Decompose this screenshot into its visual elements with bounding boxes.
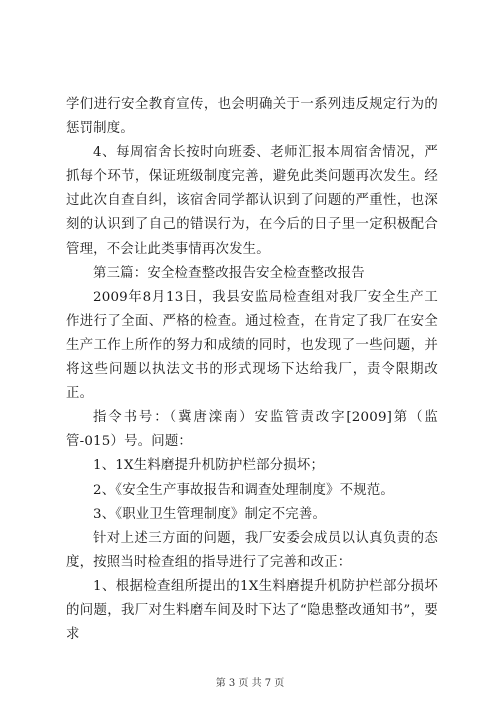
issue-item-2: 2、《安全生产事故报告和调查处理制度》不规范。 bbox=[93, 482, 395, 498]
paragraph-2: 4、每周宿舍长按时向班委、老师汇报本周宿舍情况，严抓每个环节，保证班级制度完善，避免此类问题再次发生。经过此次自查自纠，该宿舍同学都认识到了问题的严重性，也深刻的认识到了自己的错误行为，在今后的日子里一定积极配合管理，不会让此类事情再次发生。 bbox=[66, 145, 438, 257]
document-body bbox=[66, 93, 438, 647]
paragraph-1: 学们进行安全教育宣传，也会明确关于一系列违反规定行为的惩罚制度。 bbox=[66, 97, 438, 137]
issue-item-3: 3、《职业卫生管理制度》制定不完善。 bbox=[93, 506, 327, 522]
paragraph-3: 2009年8月13日，我县安监局检查组对我厂安全生产工作进行了全面、严格的检查。通过检查，在肯定了我厂在安全生产工作上所作的努力和成绩的同时，也发现了一些问题，并将这些问题以执法文书的形式现场下达给我厂，责令限期改正。 bbox=[66, 289, 438, 402]
section-heading: 第三篇：安全检查整改报告安全检查整改报告 bbox=[93, 265, 365, 281]
paragraph-6: 1、根据检查组所提出的1X生料磨提升机防护栏部分损坏的问题，我厂对生料磨车间及时下达了“隐患整改通知书”，要求 bbox=[66, 578, 438, 643]
page-footer: 第 3 页 共 7 页 bbox=[215, 678, 285, 689]
issue-item-1: 1、1X生料磨提升机防护栏部分损坏； bbox=[93, 458, 325, 474]
paragraph-5: 针对上述三方面的问题，我厂安委会成员以认真负责的态度，按照当时检查组的指导进行了完善和改正： bbox=[66, 530, 438, 570]
paragraph-4: 指令书号：（冀唐滦南）安监管责改字[2009]第（监管-015）号。问题： bbox=[66, 410, 438, 450]
